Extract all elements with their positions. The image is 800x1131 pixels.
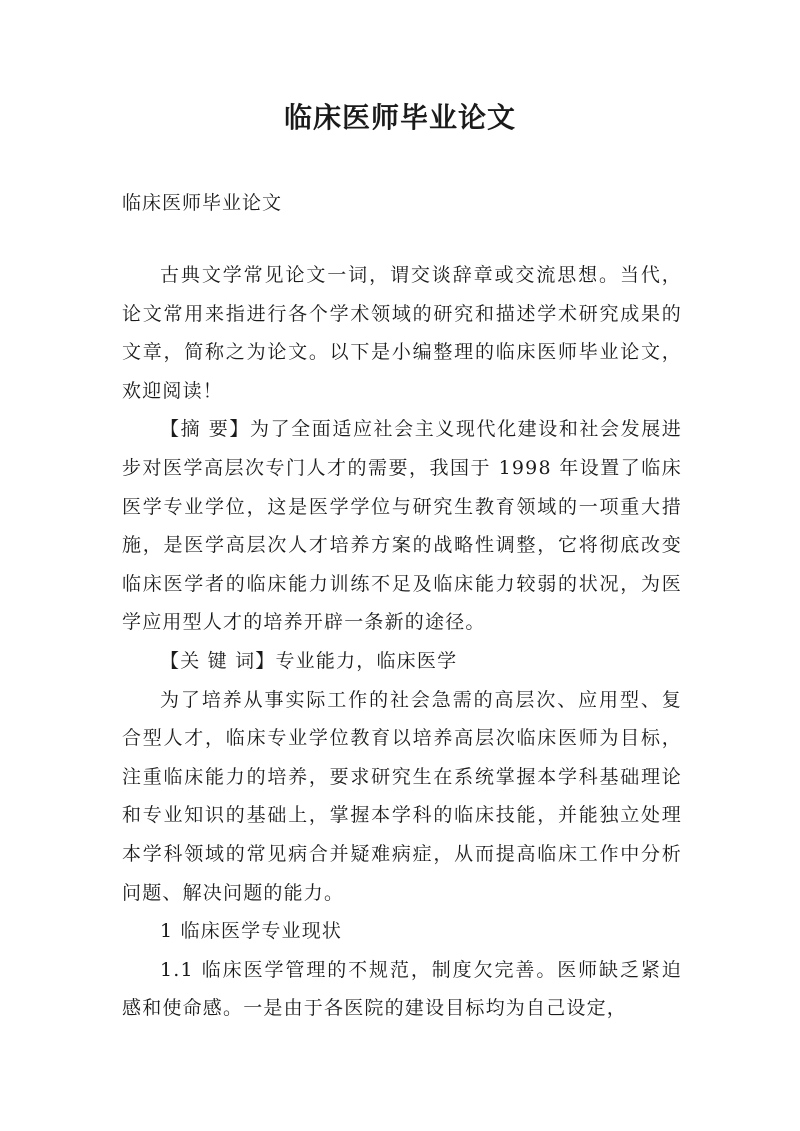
intro-paragraph: 古典文学常见论文一词，谓交谈辞章或交流思想。当代，论文常用来指进行各个学术领域的研究和描述学术研究成果的文章，简称之为论文。以下是小编整理的临床医师毕业论文，欢迎阅读！ [122,264,682,402]
body-paragraph: 为了培养从事实际工作的社会急需的高层次、应用型、复合型人才，临床专业学位教育以培养高层次临床医师为目标，注重临床能力的培养，要求研究生在系统掌握本学科基础理论和专业知识的基础上，掌握本学科的临床技能，并能独立处理本学科领域的常见病合并疑难病症，从而提高临床工作中分析问题、解决问题的能力。 [122,688,682,904]
abstract-paragraph: 【摘 要】为了全面适应社会主义现代化建设和社会发展进步对医学高层次专门人才的需要，我国于 1998 年设置了临床医学专业学位，这是医学学位与研究生教育领域的一项重大措施，是医学高层次人才培养方案的战略性调整，它将彻底改变临床医学者的临床能力训练不足及临床能力较弱的状况，为医学应用型人才的培养开辟一条新的途径。 [122,418,682,634]
subsection-paragraph: 1.1 临床医学管理的不规范，制度欠完善。医师缺乏紧迫感和使命感。一是由于各医院的建设目标均为自己设定， [122,958,682,1020]
document-subtitle: 临床医师毕业论文 [122,192,283,214]
document-title: 临床医师毕业论文 [283,101,516,134]
section-heading: 1 临床医学专业现状 [160,920,343,943]
keywords-paragraph: 【关 键 词】专业能力，临床医学 [160,649,458,672]
document-body [122,256,682,1028]
